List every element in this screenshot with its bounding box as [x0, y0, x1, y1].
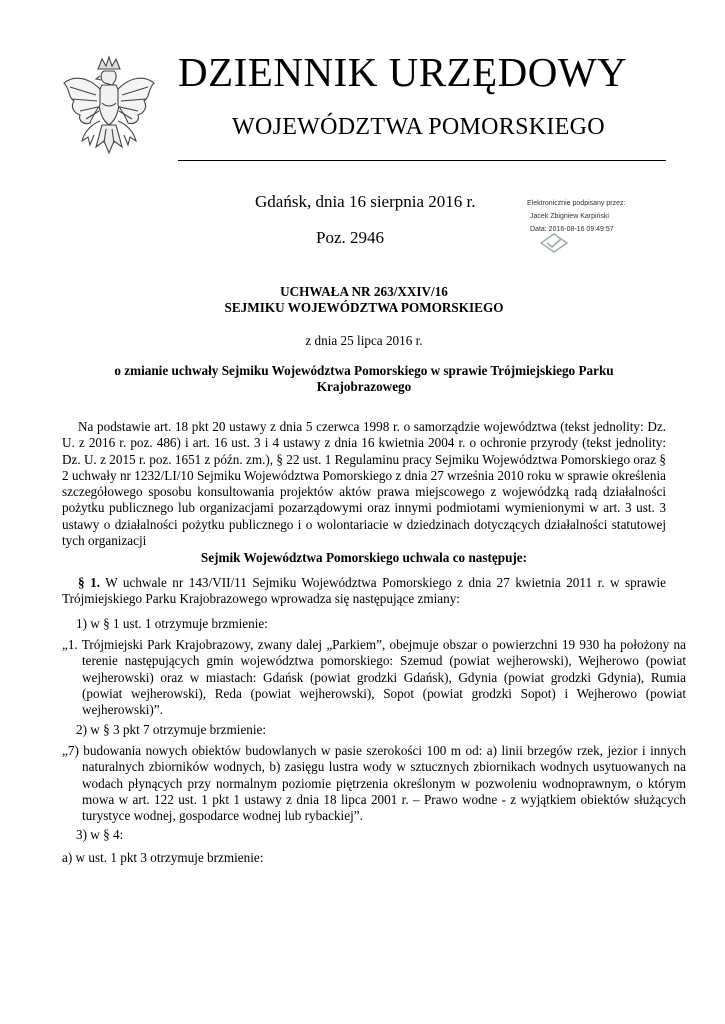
list-item-3: 3) w § 4:: [76, 827, 124, 842]
paragraph-1-text: W uchwale nr 143/VII/11 Sejmiku Województwa Pomorskiego z dnia 27 kwietnia 2011 r. w sprawie Trójmiejskiego Parku Krajobrazowego wprowadza się następujące zmiany:: [62, 575, 667, 607]
resolution-subject-line1: o zmianie uchwały Sejmiku Województwa Pomorskiego w sprawie Trójmiejskiego Parku: [114, 363, 614, 378]
position-number: Poz. 2946: [316, 228, 384, 247]
quoted-provision-1: „1. Trójmiejski Park Krajobrazowy, zwany dalej „Parkiem”, obejmuje obszar o powierzchni 19 930 ha położony na terenie następujących gmin województwa pomorskiego: Szemud (powiat wejherowski), Wejherowo (powiat wejherowski) oraz w miastach: Gdańsk (powiat grodzki Gdańsk), Gdynia (powiat grodzki Gdynia), Rumia (powiat wejherowski), Reda (powiat wejherowski), Sopot (powiat grodzki Sopot) i Wejherowo (powiat wejherowski)”.: [62, 637, 686, 718]
publication-date: Gdańsk, dnia 16 sierpnia 2016 r.: [255, 192, 476, 211]
electronic-signature: [527, 197, 657, 236]
list-item-2: 2) w § 3 pkt 7 otrzymuje brzmienie:: [76, 722, 267, 737]
preamble-paragraph: Na podstawie art. 18 pkt 20 ustawy z dnia 5 czerwca 1998 r. o samorządzie województwa (tekst jednolity: Dz. U. z 2016 r. poz. 486) i art. 16 ust. 3 i 4 ustawy z dnia 16 kwietnia 2004 r. o ochronie przyrody (tekst jednolity: Dz. U. z 2015 r. poz. 1651 z późn. zm.), § 22 ust. 1 Regulaminu pracy Sejmiku Województwa Pomorskiego oraz § 2 uchwały nr 1232/LI/10 Sejmiku Województwa Pomorskiego z dnia 27 września 2010 roku w sprawie określenia szczegółowego sposobu konsultowania projektów aktów prawa miejscowego z wojewódzką radą działalności pożytku publicznego lub organizacjami pozarządowymi oraz innymi podmiotami wymienionymi w art. 3 ust. 3 ustawy o działalności pożytku publicznego i o wolontariacie w dziedzinach dotyczących działalności statutowej tych organizacji: [62, 419, 666, 549]
signature-label: Elektronicznie podpisany przez:: [527, 200, 626, 207]
resolution-subject: [62, 363, 666, 395]
header-divider: [178, 160, 666, 161]
decree-heading: Sejmik Województwa Pomorskiego uchwala co następuje:: [200, 550, 528, 565]
eagle-emblem-icon: [60, 55, 158, 167]
list-item-1: 1) w § 1 ust. 1 otrzymuje brzmienie:: [76, 616, 268, 631]
resolution-title: [62, 284, 666, 316]
quoted-provision-2: „7) budowania nowych obiektów budowlanych w pasie szerokości 100 m od: a) linii brzegów rzek, jezior i innych naturalnych zbiorników wodnych, b) zasięgu lustra wody w sztucznych zbiornikach wodnych usytuowanych na wodach płynących przy normalnym poziomie piętrzenia określonym w pozwoleniu wodnoprawnym, o którym mowa w art. 122 ust. 1 pkt 1 ustawy z dnia 18 lipca 2001 r. – Prawo wodne - z wyjątkiem obiektów służących turystyce wodnej, gospodarce wodnej lub rybackiej”.: [62, 743, 686, 824]
list-item-3a: a) w ust. 1 pkt 3 otrzymuje brzmienie:: [62, 850, 264, 865]
paragraph-1: [62, 575, 666, 608]
resolution-subject-line2: Krajobrazowego: [316, 379, 412, 394]
journal-title: DZIENNIK URZĘDOWY: [178, 49, 628, 95]
paragraph-1-label: § 1.: [78, 575, 100, 590]
signature-date: Data: 2016-08-16 09:49:57: [530, 226, 614, 233]
resolution-authority: SEJMIKU WOJEWÓDZTWA POMORSKIEGO: [224, 300, 504, 315]
signature-check-icon: [539, 232, 569, 254]
resolution-date: z dnia 25 lipca 2016 r.: [305, 333, 423, 348]
journal-subtitle: WOJEWÓDZTWA POMORSKIEGO: [232, 114, 605, 140]
signature-name: Jacek Zbigniew Karpiński: [530, 213, 609, 220]
resolution-number: UCHWAŁA NR 263/XXIV/16: [280, 284, 448, 299]
